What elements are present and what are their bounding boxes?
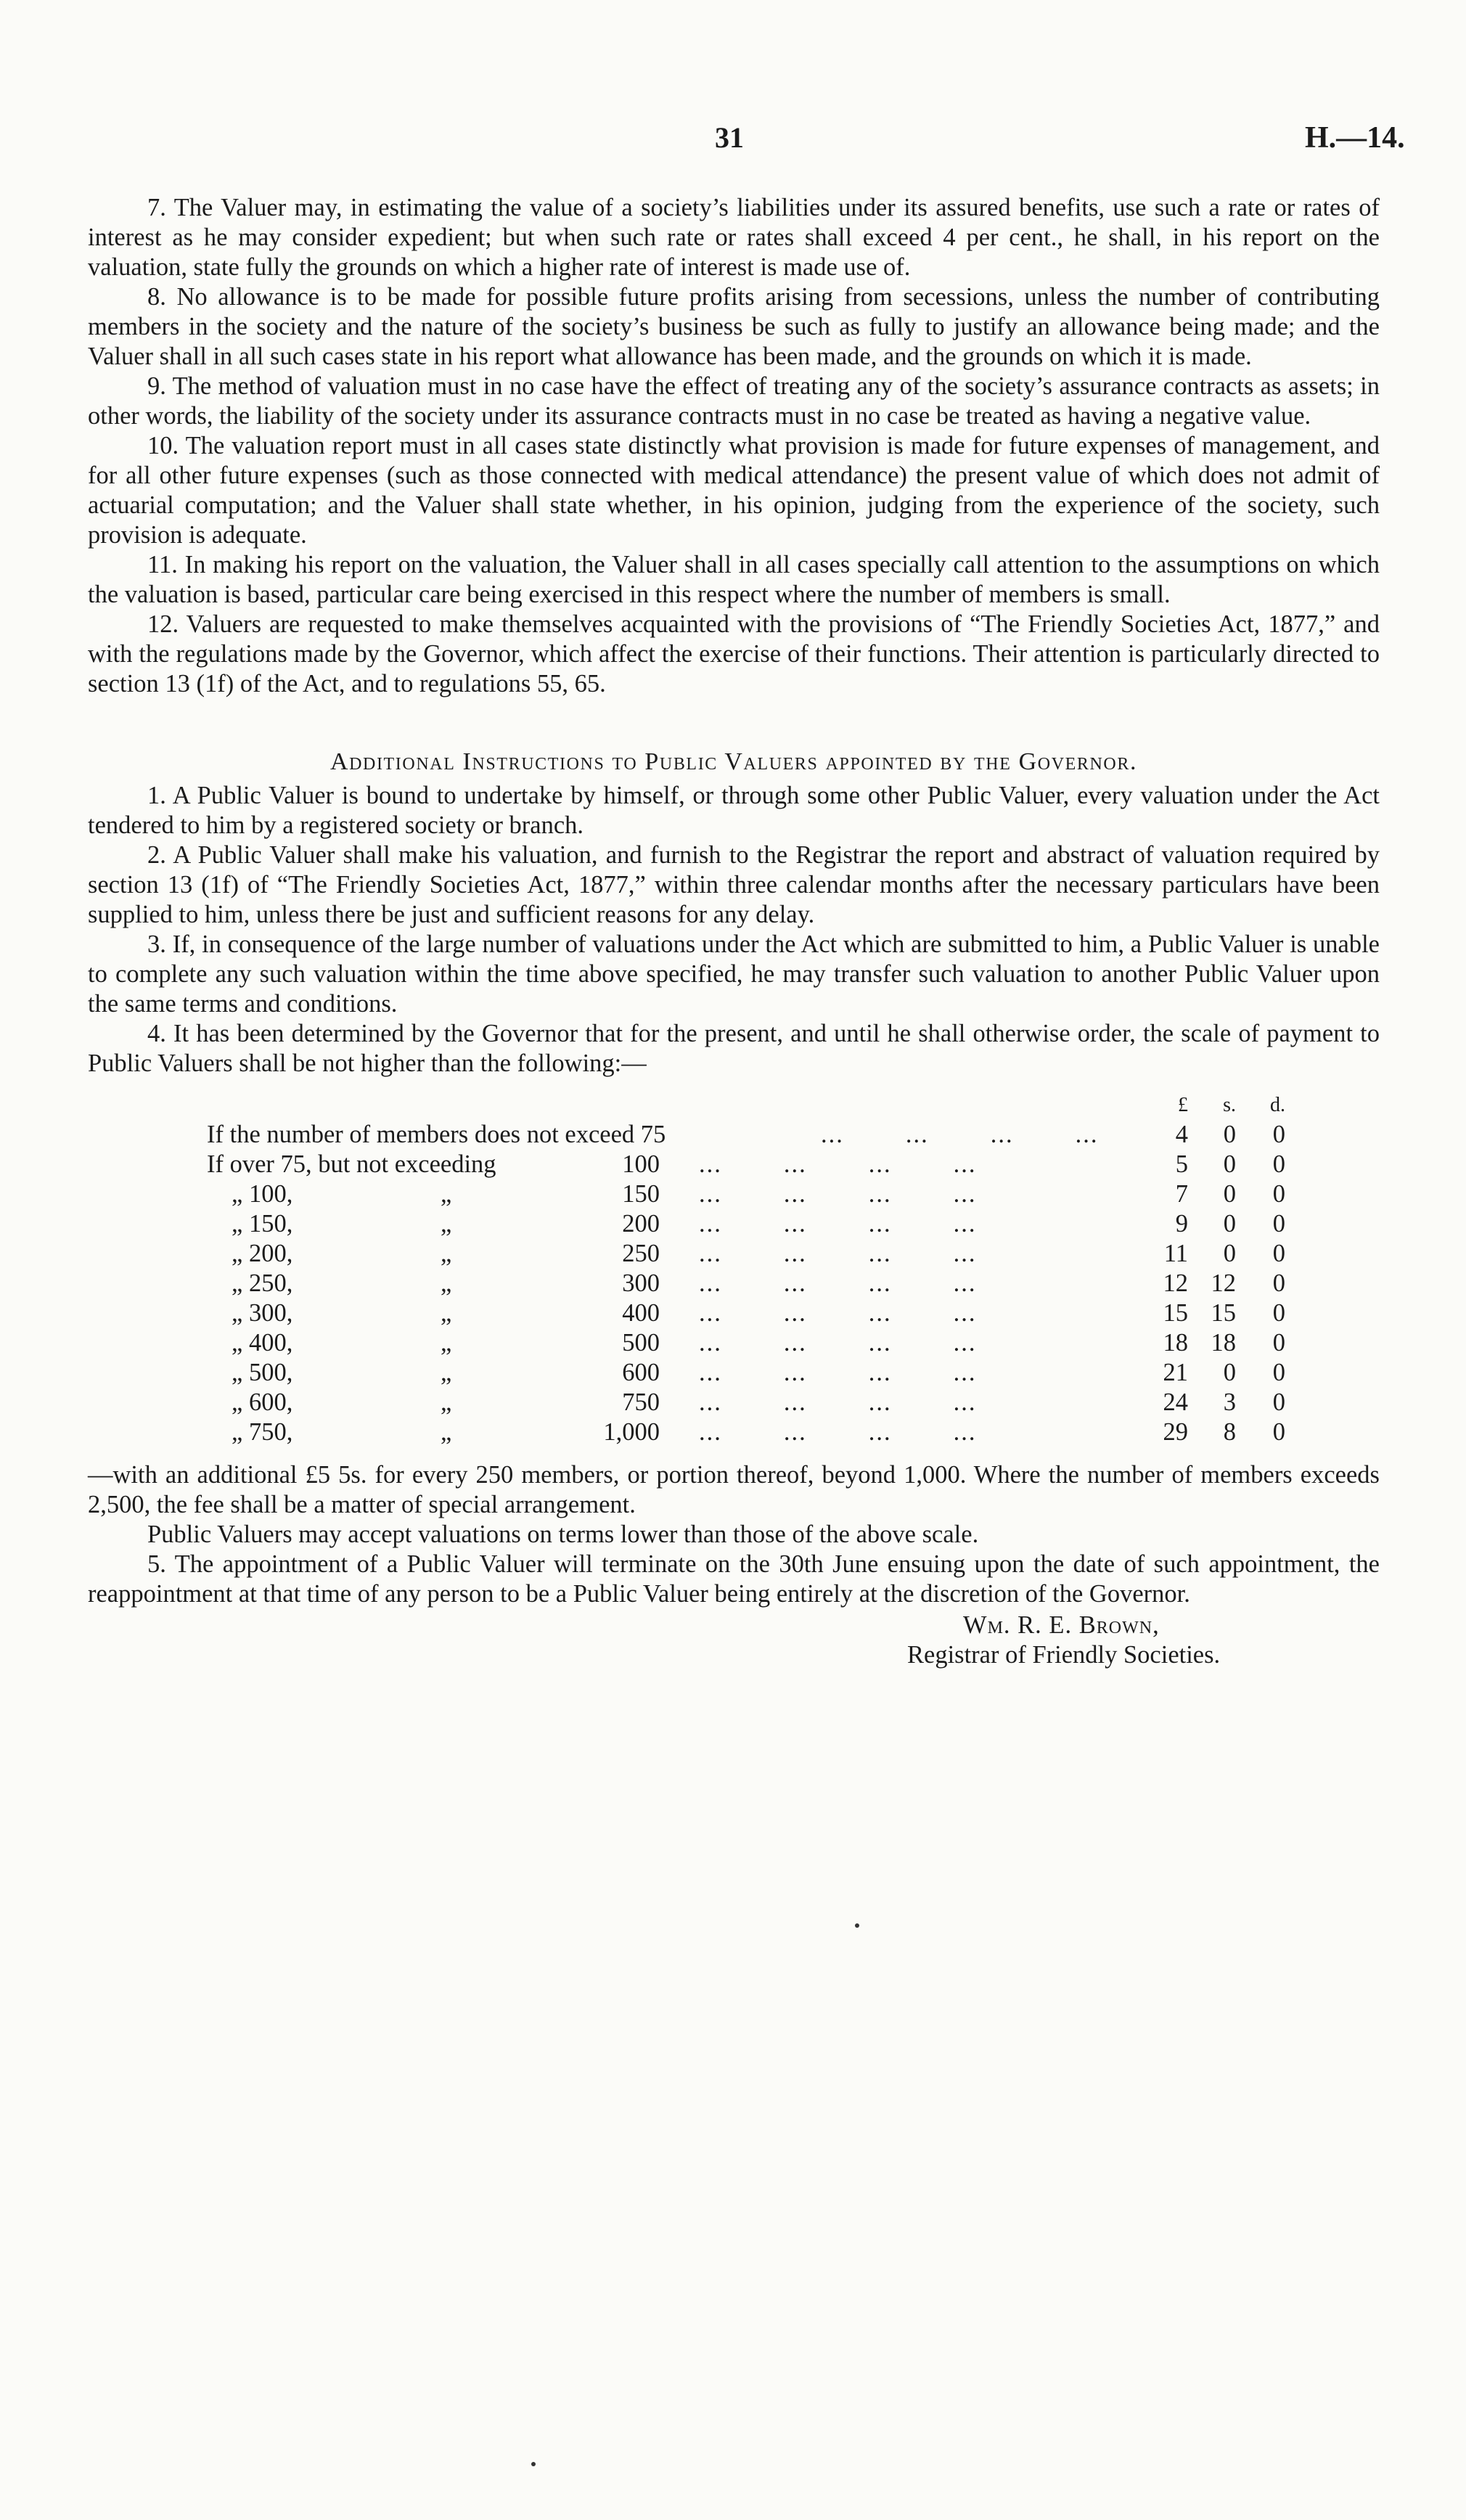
page-number: 31 — [715, 121, 744, 154]
fee-row-lower: 600, — [249, 1388, 293, 1416]
fee-pounds: 11 — [1163, 1240, 1188, 1267]
ditto-mark: „ — [441, 1418, 452, 1446]
ditto-mark: „ — [232, 1210, 243, 1238]
fee-row-lower: 200, — [249, 1240, 293, 1267]
leader-dots: ... ... ... ... — [699, 1329, 977, 1357]
fee-row-upper: 100 — [622, 1150, 660, 1178]
fee-row-upper: 250 — [622, 1240, 660, 1267]
document-reference: H.—14. — [1305, 121, 1405, 155]
fee-row-upper: 200 — [622, 1210, 660, 1238]
fee-pounds: 24 — [1163, 1388, 1188, 1416]
ditto-mark: „ — [441, 1240, 452, 1267]
fee-pence: 0 — [1272, 1418, 1285, 1446]
pounds-header: £ — [1178, 1094, 1188, 1116]
paragraph-8: 8. No allowance is to be made for possible future profits arising from secessions, unless the number of contributing members in the society and the nature of the society’s business be such as fully to justify an allowance being made; and the Valuer shall in all such cases state in his report what allowance has been made, and the grounds on which it is made. — [88, 283, 1380, 370]
fee-row-lower: 300, — [249, 1299, 293, 1327]
fee-shillings: 0 — [1223, 1150, 1236, 1178]
fee-row-lower: 400, — [249, 1329, 293, 1357]
shillings-header: s. — [1223, 1094, 1236, 1116]
paragraph-9: 9. The method of valuation must in no case have the effect of treating any of the society’s assurance contracts as assets; in other words, the liability of the society under its assurance contracts must in no case be treated as having a negative value. — [88, 372, 1380, 430]
signatory-title: Registrar of Friendly Societies. — [907, 1641, 1221, 1669]
fee-pence: 0 — [1272, 1299, 1285, 1327]
page-body — [88, 193, 1380, 1670]
ditto-mark: „ — [232, 1329, 243, 1357]
fee-row-label: If the number of members does not exceed 75 — [207, 1121, 666, 1148]
fee-rows — [88, 1179, 1380, 1447]
pence-header: d. — [1270, 1094, 1285, 1116]
fee-row-upper: 600 — [622, 1359, 660, 1386]
fee-pence: 0 — [1272, 1150, 1285, 1178]
fee-shillings: 15 — [1211, 1299, 1236, 1327]
fee-shillings: 12 — [1211, 1269, 1236, 1297]
fee-pence: 0 — [1272, 1240, 1285, 1267]
fee-note: —with an additional £5 5s. for every 250 members, or portion thereof, beyond 1,000. Where the number of members exceeds 2,500, the fee shall be a matter of special arrangement. — [88, 1461, 1380, 1518]
ditto-mark: „ — [232, 1418, 243, 1446]
fee-row-first — [88, 1120, 1380, 1150]
fee-row-second — [88, 1150, 1380, 1179]
fee-pounds: 29 — [1163, 1418, 1188, 1446]
fee-row — [88, 1358, 1380, 1388]
ditto-mark: „ — [232, 1180, 243, 1208]
leader-dots: ... ... ... ... — [699, 1359, 977, 1386]
fee-shillings: 0 — [1223, 1210, 1236, 1238]
ditto-mark: „ — [441, 1329, 452, 1357]
fee-row — [88, 1298, 1380, 1328]
fee-row-upper: 150 — [622, 1180, 660, 1208]
fee-shillings: 0 — [1223, 1240, 1236, 1267]
fee-shillings: 0 — [1223, 1359, 1236, 1386]
fee-row — [88, 1179, 1380, 1209]
leader-dots: ... ... ... ... — [699, 1240, 977, 1267]
fee-shillings: 0 — [1223, 1121, 1236, 1148]
fee-pounds: 18 — [1163, 1329, 1188, 1357]
leader-dots: ... ... ... ... — [699, 1418, 977, 1446]
fee-row — [88, 1209, 1380, 1239]
leader-dots: ... ... ... ... — [699, 1180, 977, 1208]
ditto-mark: „ — [232, 1240, 243, 1267]
fee-pence: 0 — [1272, 1359, 1285, 1386]
leader-dots: ... ... ... ... — [699, 1299, 977, 1327]
leader-dots: ... ... ... ... — [821, 1121, 1099, 1148]
lower-terms-note: Public Valuers may accept valuations on terms lower than those of the above scale. — [147, 1521, 979, 1548]
fee-pence: 0 — [1272, 1210, 1285, 1238]
fee-row-lower: 250, — [249, 1269, 293, 1297]
ditto-mark: „ — [232, 1269, 243, 1297]
leader-dots: ... ... ... ... — [699, 1210, 977, 1238]
ditto-mark: „ — [441, 1269, 452, 1297]
fee-pounds: 12 — [1163, 1269, 1188, 1297]
instruction-2: 2. A Public Valuer shall make his valuation, and furnish to the Registrar the report and abstract of valuation required by section 13 (1f) of “The Friendly Societies Act, 1877,” within three calendar months after the necessary particulars have been supplied to him, unless there be just and sufficient reasons for any delay. — [88, 841, 1380, 928]
fee-pounds: 21 — [1163, 1359, 1188, 1386]
paragraph-7: 7. The Valuer may, in estimating the value of a society’s liabilities under its assured benefits, use such a rate or rates of interest as he may consider expedient; but when such rate or rates shall exceed 4 per cent., he shall, in his report on the valuation, state fully the grounds on which a higher rate of interest is made use of. — [88, 194, 1380, 281]
fee-row-label: If over 75, but not exceeding — [207, 1150, 496, 1178]
leader-dots: ... ... ... ... — [699, 1388, 977, 1416]
fee-pence: 0 — [1272, 1269, 1285, 1297]
ditto-mark: „ — [232, 1359, 243, 1386]
ditto-mark: „ — [441, 1388, 452, 1416]
fee-scale-table — [88, 1090, 1380, 1447]
fee-pence: 0 — [1272, 1329, 1285, 1357]
instruction-4: 4. It has been determined by the Governor that for the present, and until he shall otherwise order, the scale of payment to Public Valuers shall be not higher than the following:— — [88, 1020, 1380, 1077]
paragraph-12: 12. Valuers are requested to make themselves acquainted with the provisions of “The Friendly Societies Act, 1877,” and with the regulations made by the Governor, which affect the exercise of their functions. Their attention is particularly directed to section 13 (1f) of the Act, and to regulations 55, 65. — [88, 610, 1380, 698]
fee-row-lower: 150, — [249, 1210, 293, 1238]
ditto-mark: „ — [441, 1359, 452, 1386]
print-speck — [531, 2462, 536, 2466]
ditto-mark: „ — [441, 1210, 452, 1238]
instruction-3: 3. If, in consequence of the large number of valuations under the Act which are submitted to him, a Public Valuer is unable to complete any such valuation within the time above specified, he may transfer such valuation to another Public Valuer upon the same terms and conditions. — [88, 930, 1380, 1018]
ditto-mark: „ — [441, 1180, 452, 1208]
paragraph-11: 11. In making his report on the valuation, the Valuer shall in all cases specially call attention to the assumptions on which the valuation is based, particular care being exercised in this respect where the number of members is small. — [88, 551, 1380, 608]
fee-pence: 0 — [1272, 1180, 1285, 1208]
fee-pounds: 5 — [1175, 1150, 1188, 1178]
fee-pounds: 4 — [1175, 1121, 1188, 1148]
fee-row-upper: 400 — [622, 1299, 660, 1327]
fee-table-header — [88, 1090, 1380, 1120]
signatory-name: Wm. R. E. Brown, — [963, 1611, 1160, 1639]
print-speck — [855, 1923, 859, 1928]
fee-row — [88, 1418, 1380, 1447]
paragraph-10: 10. The valuation report must in all cases state distinctly what provision is made for future expenses of management, and for all other future expenses (such as those connected with medical attendance) the present value of which does not admit of actuarial computation; and the Valuer shall state whether, in his opinion, judging from the experience of the society, such provision is adequate. — [88, 432, 1380, 549]
fee-pounds: 15 — [1163, 1299, 1188, 1327]
fee-row-upper: 300 — [622, 1269, 660, 1297]
fee-row-lower: 500, — [249, 1359, 293, 1386]
fee-row-upper: 750 — [622, 1388, 660, 1416]
fee-row — [88, 1388, 1380, 1418]
leader-dots: ... ... ... ... — [699, 1150, 977, 1178]
fee-shillings: 18 — [1211, 1329, 1236, 1357]
leader-dots: ... ... ... ... — [699, 1269, 977, 1297]
ditto-mark: „ — [232, 1299, 243, 1327]
fee-shillings: 0 — [1223, 1180, 1236, 1208]
ditto-mark: „ — [441, 1299, 452, 1327]
fee-pounds: 7 — [1175, 1180, 1188, 1208]
signature-block — [88, 1611, 1380, 1670]
ditto-mark: „ — [232, 1388, 243, 1416]
fee-row-lower: 750, — [249, 1418, 293, 1446]
fee-row — [88, 1328, 1380, 1358]
fee-row-lower: 100, — [249, 1180, 293, 1208]
instruction-5: 5. The appointment of a Public Valuer will terminate on the 30th June ensuing upon the date of such appointment, the reappointment at that time of any person to be a Public Valuer being entirely at the discretion of the Governor. — [88, 1550, 1380, 1608]
instruction-1: 1. A Public Valuer is bound to undertake by himself, or through some other Public Valuer, every valuation under the Act tendered to him by a registered society or branch. — [88, 782, 1380, 839]
fee-pence: 0 — [1272, 1121, 1285, 1148]
fee-shillings: 8 — [1223, 1418, 1236, 1446]
fee-pence: 0 — [1272, 1388, 1285, 1416]
fee-row-upper: 500 — [622, 1329, 660, 1357]
fee-row — [88, 1269, 1380, 1298]
fee-row — [88, 1239, 1380, 1269]
fee-shillings: 3 — [1223, 1388, 1236, 1416]
fee-row-upper: 1,000 — [603, 1418, 660, 1446]
section-title: Additional Instructions to Public Valuers appointed by the Governor. — [329, 748, 1138, 775]
fee-pounds: 9 — [1175, 1210, 1188, 1238]
